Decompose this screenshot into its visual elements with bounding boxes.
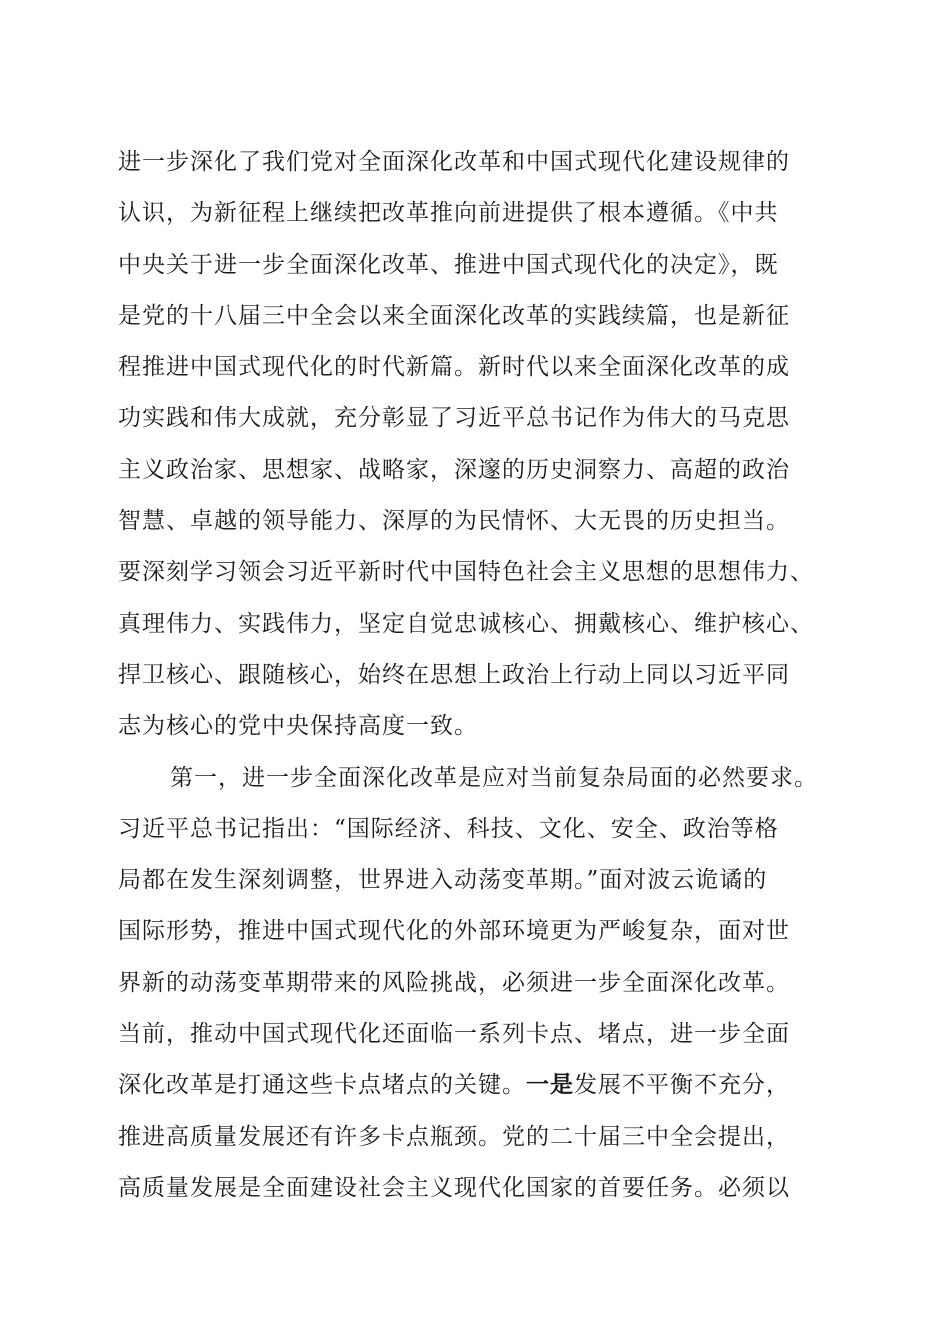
text-segment: 发展不平衡不充分， <box>574 1072 790 1099</box>
text-line: 智慧、卓越的领导能力、深厚的为民情怀、大无畏的历史担当。 <box>118 508 790 535</box>
text-line: 捍卫核心、跟随核心，始终在思想上政治上行动上同以习近平同 <box>118 661 790 688</box>
text-line: 要深刻学习领会习近平新时代中国特色社会主义思想的思想伟力、 <box>118 559 814 586</box>
text-line: 高质量发展是全面建设社会主义现代化国家的首要任务。必须以 <box>118 1174 790 1201</box>
text-line: 志为核心的党中央保持高度一致。 <box>118 713 478 740</box>
text-line: 推进高质量发展还有许多卡点瓶颈。党的二十届三中全会提出， <box>118 1123 790 1150</box>
text-line: 当前，推动中国式现代化还面临一系列卡点、堵点，进一步全面 <box>118 1021 790 1048</box>
emphasis-word: 一是 <box>526 1071 574 1099</box>
text-line: 是党的十八届三中全会以来全面深化改革的实践续篇，也是新征 <box>118 302 790 329</box>
text-line: 界新的动荡变革期带来的风险挑战，必须进一步全面深化改革。 <box>118 969 790 996</box>
text-line: 功实践和伟大成就，充分彰显了习近平总书记作为伟大的马克思 <box>118 405 790 432</box>
body-text <box>118 142 838 1219</box>
text-line: 认识，为新征程上继续把改革推向前进提供了根本遵循。《中共 <box>118 200 779 227</box>
text-line: 国际形势，推进中国式现代化的外部环境更为严峻复杂，面对世 <box>118 918 790 945</box>
text-line: 中央关于进一步全面深化改革、推进中国式现代化的决定》，既 <box>118 251 779 278</box>
text-line: 局都在发生深刻调整，世界进入动荡变革期。”面对波云诡谲的 <box>118 867 768 894</box>
text-line: 主义政治家、思想家、战略家，深邃的历史洞察力、高超的政治 <box>118 456 790 483</box>
paragraph-first-line: 第一，进一步全面深化改革是应对当前复杂局面的必然要求。 <box>170 764 818 791</box>
text-line: 真理伟力、实践伟力，坚定自觉忠诚核心、拥戴核心、维护核心、 <box>118 610 814 637</box>
text-segment: 深化改革是打通这些卡点堵点的关键。 <box>118 1072 526 1099</box>
text-line: 习近平总书记指出：“国际经济、科技、文化、安全、政治等格 <box>118 815 779 842</box>
text-line: 进一步深化了我们党对全面深化改革和中国式现代化建设规律的 <box>118 149 790 175</box>
text-line-with-emphasis <box>118 1065 838 1116</box>
text-line: 程推进中国式现代化的时代新篇。新时代以来全面深化改革的成 <box>118 354 790 381</box>
